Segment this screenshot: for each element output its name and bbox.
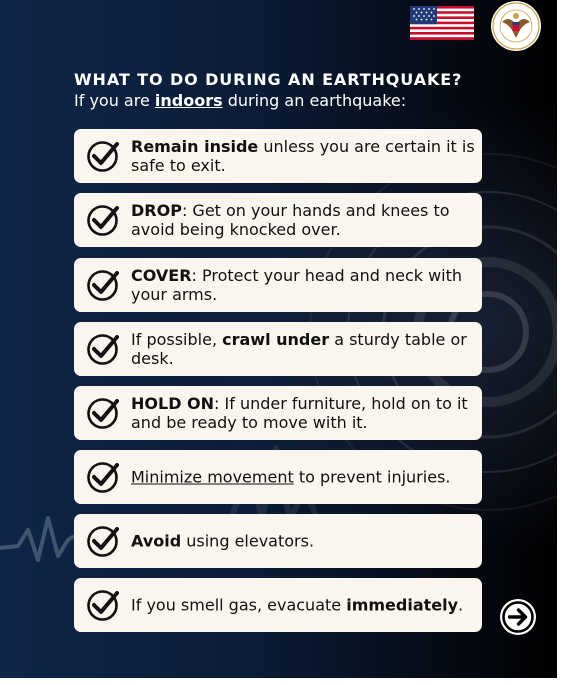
checkmark-circle-icon	[86, 333, 119, 366]
arrow-right-icon	[500, 599, 536, 635]
list-item-text: Avoid using elevators.	[131, 531, 315, 551]
checkmark-circle-icon	[86, 589, 119, 622]
checkmark-circle-icon	[86, 525, 119, 558]
checkmark-circle-icon	[86, 140, 119, 173]
subtitle-emphasis: indoors	[154, 91, 223, 110]
list-item-remain-inside	[74, 129, 482, 183]
checkmark-circle-icon	[86, 397, 119, 430]
list-item-cover	[74, 258, 482, 312]
list-item-text: Minimize movement to prevent injuries.	[131, 467, 451, 487]
us-flag-icon	[410, 6, 474, 40]
checkmark-circle-icon	[86, 204, 119, 237]
embassy-seal-icon	[488, 0, 544, 52]
list-item-text: COVER: Protect your head and neck with your arms.	[131, 266, 463, 304]
list-item-text: HOLD ON: If under furniture, hold on to it and be ready to move with it.	[131, 394, 468, 432]
list-item-smell-gas	[74, 578, 482, 632]
list-item-text: If possible, crawl under a sturdy table or desk.	[131, 330, 467, 368]
next-slide-button[interactable]	[500, 599, 536, 635]
list-item-text: Remain inside unless you are certain it is safe to exit.	[131, 137, 475, 175]
list-item-avoid-elevators	[74, 514, 482, 568]
list-item-drop	[74, 193, 482, 247]
list-item-text: DROP: Get on your hands and knees to avoid being knocked over.	[131, 201, 450, 239]
list-item-minimize-movement	[74, 450, 482, 504]
list-item-text: If you smell gas, evacuate immediately.	[131, 595, 464, 615]
checkmark-circle-icon	[86, 269, 119, 302]
list-item-hold-on	[74, 386, 482, 440]
list-item-crawl-under	[74, 322, 482, 376]
checkmark-circle-icon	[86, 461, 119, 494]
page-subtitle: If you are indoors during an earthquake:	[74, 91, 407, 110]
page-title: WHAT TO DO DURING AN EARTHQUAKE?	[74, 70, 463, 89]
